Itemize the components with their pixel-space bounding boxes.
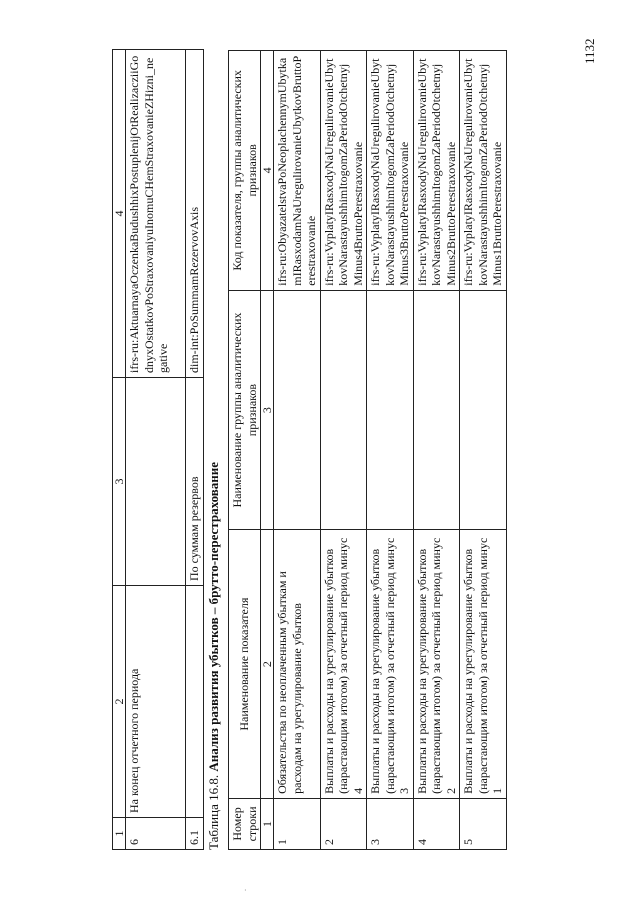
group-name	[320, 290, 367, 530]
column-number: 1	[113, 818, 126, 850]
group-name	[460, 290, 507, 530]
group-name	[274, 290, 321, 530]
indicator-code: ifrs-ru:VyplatyIRasxodyNaUregulirovanieUbytkovNarastayushhimItogomZaPeriodOtchetnyjMinus3BruttoPerestraxovanie	[367, 51, 414, 291]
header-group-name: Наименование группы аналитических признаков	[229, 290, 261, 530]
row-number: 5	[460, 798, 507, 849]
scan-speck: ·	[244, 886, 247, 895]
table-row	[460, 51, 507, 850]
indicator-name: Обязательства по неоплаченным убыткам и расходам на урегулирование убытков	[274, 530, 321, 798]
table-caption	[206, 462, 222, 850]
indicator-code: ifrs-ru:AktuarnayaOczenkaBudushhixPostuplenijOtRealizacziiGodnyxOstatkovPoStraxovaniyuInomuCHemStraxovanieZHizni_negative	[126, 50, 186, 378]
indicator-name: Выплаты и расходы на урегулирование убытков (нарастающим итогом) за отчетный период минус 3	[367, 530, 414, 798]
table-row	[320, 51, 367, 850]
indicator-code: ifrs-ru:VyplatyIRasxodyNaUregulirovanieUbytkovNarastayushhimItogomZaPeriodOtchetnyjMinus2BruttoPerestraxovanie	[413, 51, 460, 291]
group-name	[367, 290, 414, 530]
column-number: 3	[113, 378, 126, 586]
group-name: По суммам резервов	[186, 378, 204, 586]
indicator-code: ifrs-ru:VyplatyIRasxodyNaUregulirovanieUbytkovNarastayushhimItogomZaPeriodOtchetnyjMinus1BruttoPerestraxovanie	[460, 51, 507, 291]
table-continuation	[112, 49, 204, 850]
row-number: 1	[274, 798, 321, 849]
column-number-row	[113, 50, 126, 850]
table-row	[186, 50, 204, 850]
rotated-content	[112, 50, 582, 850]
column-number: 2	[261, 530, 274, 798]
row-number: 4	[413, 798, 460, 849]
indicator-code: dim-int:PoSummamRezervovAxis	[186, 50, 204, 378]
row-number: 3	[367, 798, 414, 849]
indicator-name: Выплаты и расходы на урегулирование убытков (нарастающим итогом) за отчетный период минус 4	[320, 530, 367, 798]
row-number: 6	[126, 818, 186, 850]
header-row-number: Номер строки	[229, 798, 261, 849]
indicator-code: ifrs-ru:ObyazatelstvaPoNeoplachennymUbytkamIRasxodamNaUregulirovanieUbytkovBruttoPerestraxovanie	[274, 51, 321, 291]
column-number: 3	[261, 290, 274, 530]
indicator-name: На конец отчетного периода	[126, 586, 186, 818]
page-number: 1132	[582, 38, 597, 64]
table-row	[274, 51, 321, 850]
group-name	[126, 378, 186, 586]
group-name	[413, 290, 460, 530]
indicator-name: Выплаты и расходы на урегулирование убытков (нарастающим итогом) за отчетный период минус 2	[413, 530, 460, 798]
indicator-code: ifrs-ru:VyplatyIRasxodyNaUregulirovanieUbytkovNarastayushhimItogomZaPeriodOtchetnyjMinus4BruttoPerestraxovanie	[320, 51, 367, 291]
table-row	[367, 51, 414, 850]
table-caption-title: Анализ развития убытков – брутто-перестрахование	[206, 461, 221, 772]
row-number: 2	[320, 798, 367, 849]
indicator-name	[186, 586, 204, 818]
header-row	[229, 51, 261, 850]
table-loss-development	[228, 50, 507, 850]
column-number-row	[261, 51, 274, 850]
table-row	[126, 50, 186, 850]
column-number: 4	[261, 51, 274, 291]
column-number: 1	[261, 798, 274, 849]
column-number: 2	[113, 586, 126, 818]
table-row	[413, 51, 460, 850]
column-number: 4	[113, 50, 126, 378]
header-indicator-name: Наименование показателя	[229, 530, 261, 798]
table-caption-label: Таблица 16.8.	[206, 774, 221, 850]
indicator-name: Выплаты и расходы на урегулирование убытков (нарастающим итогом) за отчетный период минус 1	[460, 530, 507, 798]
row-number: 6.1	[186, 818, 204, 850]
header-code: Код показателя, группы аналитических признаков	[229, 51, 261, 291]
